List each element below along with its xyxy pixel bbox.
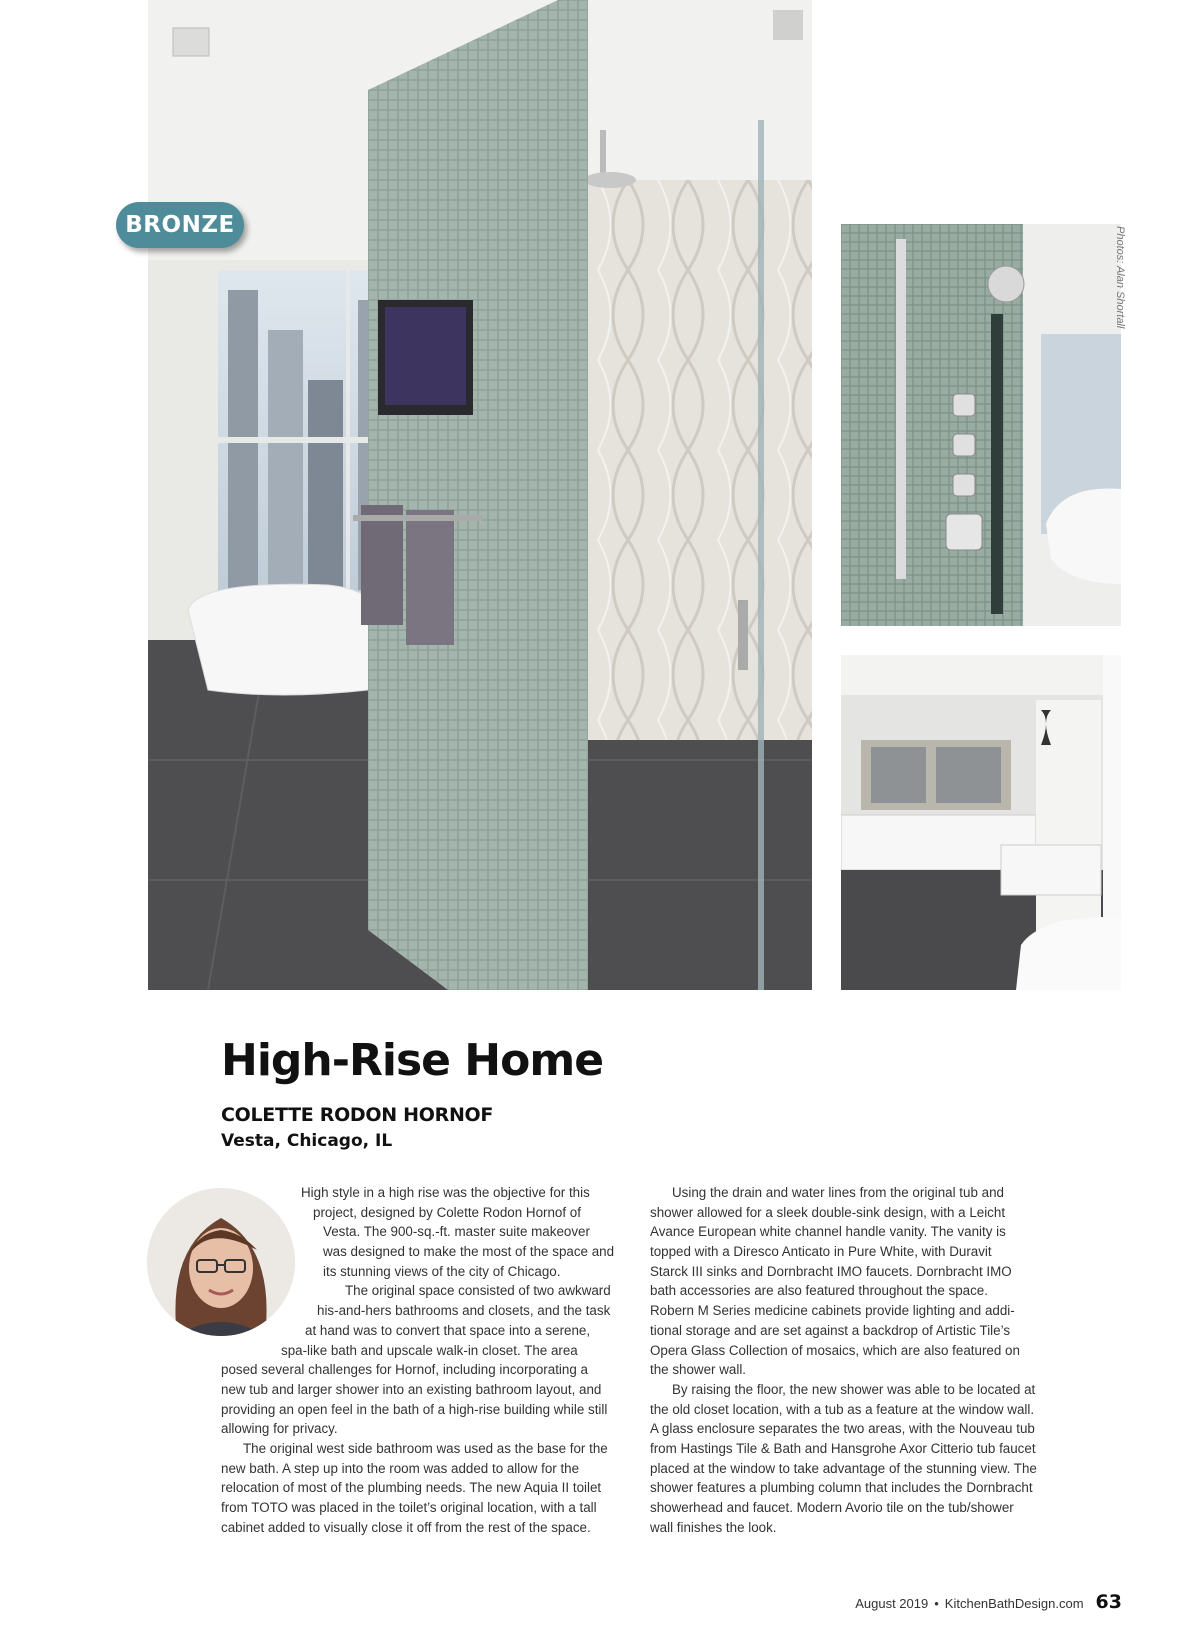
body-line: new tub and larger shower into an existing bathroom layout, and — [221, 1381, 602, 1397]
body-line: A glass enclosure separates the two areas, with the Nouveau tub — [650, 1421, 1035, 1437]
body-line: the shower wall. — [650, 1362, 747, 1378]
body-line: Starck III sinks and Dornbracht IMO faucets. Dornbracht IMO — [650, 1263, 1012, 1279]
body-line: bath accessories are also featured throughout the space. — [650, 1283, 988, 1299]
body-line: tional storage and are set against a backdrop of Artistic Tile’s — [650, 1322, 1011, 1338]
body-line: from Hastings Tile & Bath and Hansgrohe Axor Citterio tub faucet — [650, 1440, 1036, 1456]
body-line: project, designed by Colette Rodon Hornof of — [313, 1204, 581, 1220]
bronze-award-badge: BRONZE — [116, 202, 244, 248]
issue-date: August 2019 — [855, 1596, 929, 1611]
body-line: Robern M Series medicine cabinets provide lighting and addi- — [650, 1303, 1015, 1319]
main-bathroom-illustration — [148, 0, 812, 990]
photo-credit: Photos: Alan Shortall — [1114, 226, 1126, 329]
body-line: its stunning views of the city of Chicago. — [323, 1263, 561, 1279]
shower-controls-photo — [841, 224, 1121, 626]
body-line: new bath. A step up into the room was added to allow for the — [221, 1460, 580, 1476]
body-line: cabinet added to visually close it off from the rest of the space. — [221, 1519, 591, 1535]
body-line: posed several challenges for Hornof, including incorporating a — [221, 1362, 588, 1378]
article-body-left — [221, 1183, 621, 1537]
page-number: 63 — [1095, 1591, 1122, 1613]
body-line: The original west side bathroom was used as the base for the — [243, 1440, 608, 1456]
page-footer — [855, 1591, 1122, 1613]
project-location: Vesta, Chicago, IL — [221, 1131, 393, 1151]
website-link[interactable]: KitchenBathDesign.com — [944, 1596, 1084, 1611]
body-line: relocation of most of the plumbing needs. The new Aquia II toilet — [221, 1480, 602, 1496]
body-line: High style in a high rise was the objective for this — [301, 1185, 590, 1200]
body-line: Vesta. The 900-sq.-ft. master suite makeover — [323, 1224, 590, 1240]
vanity-photo — [841, 655, 1121, 990]
body-line: allowing for privacy. — [221, 1421, 338, 1437]
body-line: his-and-hers bathrooms and closets, and the task — [317, 1303, 611, 1319]
body-line: Using the drain and water lines from the original tub and — [672, 1185, 1004, 1200]
body-line: The original space consisted of two awkward — [345, 1283, 611, 1299]
body-line: showerhead and faucet. Modern Avorio tile on the tub/shower — [650, 1500, 1014, 1515]
footer-separator: • — [934, 1596, 939, 1611]
main-bathroom-photo — [148, 0, 812, 990]
body-line: shower features a plumbing column that includes the Dornbracht — [650, 1480, 1033, 1496]
body-line: placed at the window to take advantage of the stunning view. The — [650, 1460, 1037, 1476]
shower-controls-illustration — [841, 224, 1121, 626]
article-body-right — [650, 1183, 1050, 1537]
body-line: shower allowed for a sleek double-sink design, with a Leicht — [650, 1204, 1006, 1220]
article-title: High-Rise Home — [221, 1035, 604, 1086]
body-line: topped with a Diresco Anticato in Pure White, with Duravit — [650, 1244, 992, 1260]
body-line: from TOTO was placed in the toilet’s original location, with a tall — [221, 1500, 597, 1515]
body-line: at hand was to convert that space into a serene, — [305, 1322, 591, 1338]
body-line: Avance European white channel handle vanity. The vanity is — [650, 1224, 1006, 1240]
body-line: Opera Glass Collection of mosaics, which are also featured on — [650, 1342, 1020, 1358]
body-line: was designed to make the most of the space and — [323, 1244, 615, 1260]
designer-name: COLETTE RODON HORNOF — [221, 1104, 494, 1126]
body-line: wall finishes the look. — [650, 1519, 777, 1535]
body-line: the old closet location, with a tub as a feature at the window wall. — [650, 1401, 1035, 1417]
body-line: spa-like bath and upscale walk-in closet. The area — [281, 1342, 578, 1358]
body-line: By raising the floor, the new shower was able to be located at — [672, 1381, 1036, 1397]
vanity-illustration — [841, 655, 1121, 990]
body-line: providing an open feel in the bath of a high-rise building while still — [221, 1401, 608, 1417]
